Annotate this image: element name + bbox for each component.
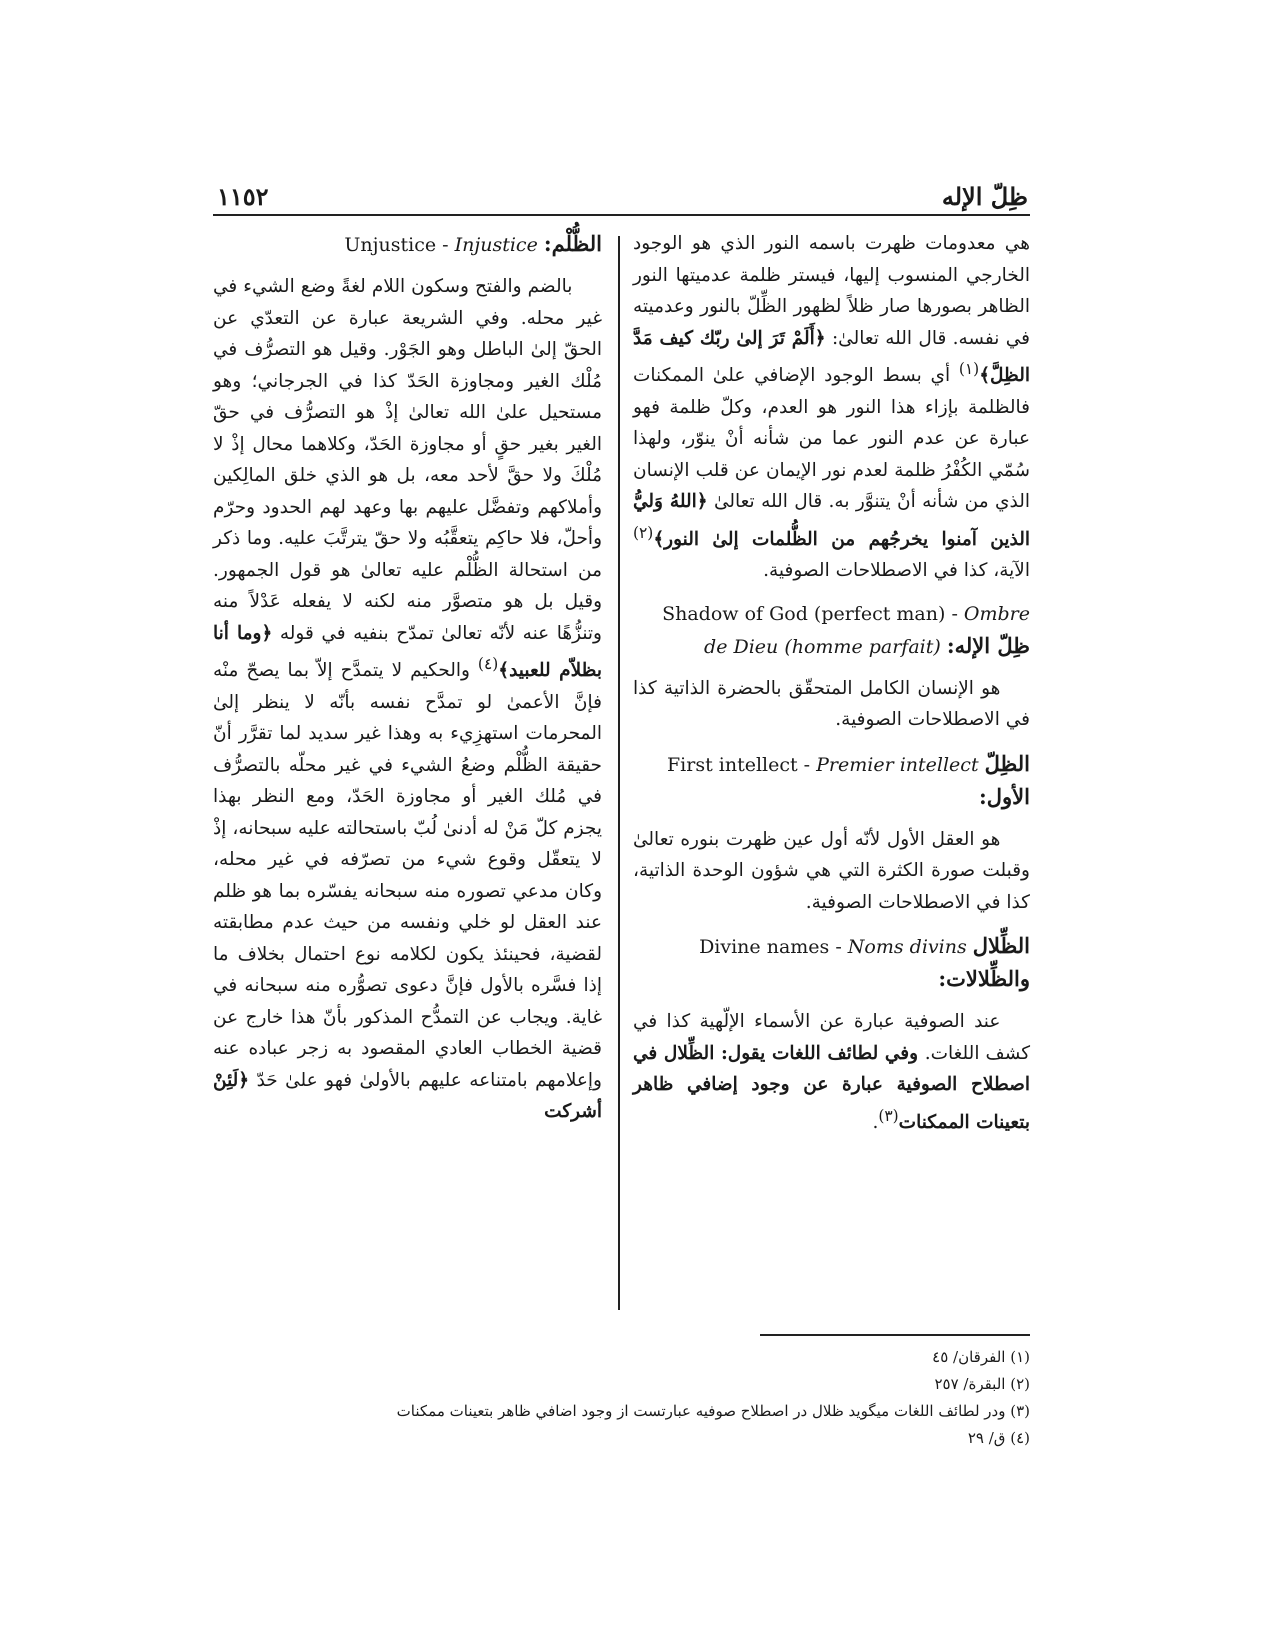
entry-heading [633,599,1030,663]
footnote: (٤) ق/ ٢٩ [967,1429,1030,1447]
right-column [633,228,1030,1138]
entry-definition: هو العقل الأول لأنّه أول عين ظهرت بنوره تعالىٰ وقبلت صورة الكثرة التي هي شؤون الوحدة الذاتية، كذا في الاصطلاحات الصوفية. [633,828,1030,913]
left-column [213,228,602,1128]
entry-heading [633,748,1030,814]
entry-english: First intellect - Premier intellect [667,753,979,776]
footnote-rule [760,1334,1030,1336]
quran-quote: ﴿لَئِنْ أشركت [213,1069,602,1123]
entry-english: Shadow of God (perfect man) - Ombre de Dieu (homme parfait) [662,602,1030,658]
page-number: ١١٥٢ [217,182,269,211]
entry-definition: عند الصوفية عبارة عن الأسماء الإلّهية كذا في كشف اللغات. وفي لطائف اللغات يقول: الظِّلال في اصطلاح الصوفية عبارة عن وجود إضافي ظاهر بتعينات الممكنات$^{(٣)}$. [633,1011,1031,1133]
quran-quote: ﴿وما أنا بظلاّم للعبيد﴾ [213,622,602,682]
entry-arabic: الظِلّ الأول: [979,750,1030,809]
footnote-ref: (٤) [477,655,499,673]
intro-paragraph: هي معدومات ظهرت باسمه النور الذي هو الوجود الخارجي المنسوب إليها، فيستر ظلمة عدميتها النور الظاهر بصورها صار ظلاً لظهور الظِّلّ بالنور وعدميته في نفسه. قال الله تعالىٰ: ﴿أَلَمْ تَرَ إلىٰ ربّك كيف مَدَّ الظِلَّ﴾$^{(١)}$ أي بسط الوجود الإضافي علىٰ الممكنات فالظلمة بإزاء هذا النور هو العدم، وكلّ ظلمة فهو عبارة عن عدم النور عما من شأنه أنْ ينوّر، ولهذا سُمّي الكُفْرُ ظلمة لعدم نور الإيمان عن قلب الإنسان الذي من شأنه أنْ يتنوَّر به. قال الله تعالىٰ ﴿اللهُ وَليُّ الذين آمنوا يخرجُهم من الظُّلمات إلىٰ النور﴾$^{(٢)}$ الآية، كذا في الاصطلاحات الصوفية. [633,233,1031,582]
column-divider [618,236,620,1310]
footnote-ref: (١) [958,360,980,378]
entry-heading [213,228,602,261]
entry-english: Unjustice - Injustice [344,234,538,256]
footnote: (٣) ودر لطائف اللغات ميگويد ظلال در اصطلاح صوفيه عبارتست از وجود اضافي ظاهر بتعينات ممكنات [396,1402,1030,1420]
entry-heading [633,930,1030,996]
entry-english: Divine names - Noms divins [699,936,967,959]
running-head-title: ظِلّ الإله [941,182,1028,211]
header-rule [213,214,1030,216]
footnote: (٢) البقرة/ ٢٥٧ [934,1375,1030,1393]
footnotes [213,1344,1030,1452]
footnote-ref: (٣) [878,1106,899,1125]
footnote-ref: (٢) [633,523,654,542]
quran-quote: ﴿اللهُ وَليُّ الذين آمنوا يخرجُهم من الظُّلمات إلىٰ النور﴾ [633,491,1030,550]
entry-arabic: الظُّلْم: [543,231,602,256]
quran-quote: ﴿أَلَمْ تَرَ إلىٰ ربّك كيف مَدَّ الظِلَّ﴾ [633,327,1030,387]
entry-arabic: ظِلّ الإله: [946,632,1030,658]
entry-arabic: الظِّلال والظِّلالات: [938,933,1030,992]
entry-definition: بالضم والفتح وسكون اللام لغةً وضع الشيء في غير محله. وفي الشريعة عبارة عن التعدّي عن الحقّ إلىٰ الباطل وهو الجَوْر. وقيل هو التصرُّف في مُلْك الغير ومجاوزة الحَدّ كذا في الجرجاني؛ وهو مستحيل علىٰ الله تعالىٰ إذْ هو التصرُّف في حقّ الغير بغير حقٍ أو مجاوزة الحَدّ، وكلاهما محال إذْ لا مُلْكَ ولا حقَّ لأحد معه، بل هو الذي خلق المالِكين وأملاكهم وتفضَّل عليهم بها وعهد لهم الحدود وحرّم وأحلّ، فلا حاكِم يتعقَّبُه ولا حقّ يترتَّبَ عليه. وما ذكر من استحالة الظُّلْم عليه تعالىٰ هو قول الجمهور. وقيل بل هو متصوَّر منه لكنه لا يفعله عَدْلاً منه وتنزُّهًا عنه لأنّه تعالىٰ تمدّح بنفيه في قوله ﴿وما أنا بظلاّم للعبيد﴾$^{(٤)}$ والحكيم لا يتمدَّح إلاّ بما يصحّ منْه فإنَّ الأعمىٰ لو تمدَّح نفسه بأنّه لا ينظر إلىٰ المحرمات استهزِيء به وهذا غير سديد لما تقرَّر أنّ حقيقة الظُّلْم وضعُ الشيء في غير محلّه بالتصرُّف في مُلك الغير أو مجاوزة الحَدّ، ومع النظر بهذا يجزم كلّ مَنْ له أدنىٰ لُبّ باستحالته عليه سبحانه، إذْ لا يتعقّل وقوع شيء من تصرّفه في غير محله، وكان مدعي تصوره منه سبحانه يفسّره بما هو ظلم عند العقل لو خلي ونفسه من حيث عدم مطابقته لقضية، فحينئذ يكون لكلامه نوع احتمال بخلاف ما إذا فسَّره بالأول فإنَّ دعوى تصوُّره منه سبحانه في غاية. ويجاب عن التمدُّح المذكور بأنّ هذا خارج عن قضية الخطاب العادي المقصود به زجر عباده عنه وإعلامهم بامتناعه عليهم بالأولىٰ فهو علىٰ حَدّ ﴿لَئِنْ أشركت [213,276,602,1123]
entry-definition: هو الإنسان الكامل المتحقّق بالحضرة الذاتية كذا في الاصطلاحات الصوفية. [633,677,1030,731]
footnote: (١) الفرقان/ ٤٥ [932,1348,1030,1366]
